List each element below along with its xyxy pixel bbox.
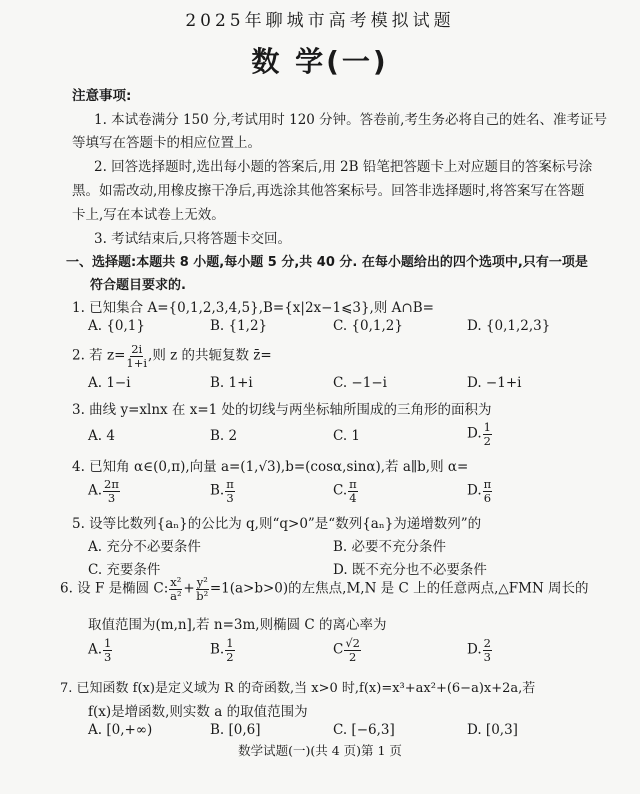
q4-c-label: C. <box>333 482 348 499</box>
q4-option-d <box>467 478 493 504</box>
section-1-heading-line-2: 符合题目要求的. <box>90 278 186 293</box>
q4-b-den: 3 <box>226 490 234 505</box>
q1-option-d: D. {0,1,2,3} <box>467 318 551 334</box>
q4-a-label: A. <box>88 482 103 499</box>
q2-frac-den: 1+i <box>126 355 148 370</box>
question-5-stem: 5. 设等比数列{aₙ}的公比为 q,则“q>0”是“数列{aₙ}为递增数列”的 <box>72 516 482 532</box>
q6-d-num: 2 <box>483 636 491 650</box>
q4-d-num: π <box>483 477 492 491</box>
q3-option-a: A. 4 <box>88 428 115 444</box>
note-3: 3. 考试结束后,只将答题卡交回。 <box>94 231 291 247</box>
q4-d-fraction <box>483 478 493 504</box>
q4-a-num: 2π <box>104 477 119 491</box>
q2-stem-post: ,则 z 的共轭复数 z̄= <box>148 347 272 364</box>
q6-d-label: D. <box>467 641 482 658</box>
q6-fraction-y <box>196 576 209 602</box>
q6-d-fraction <box>483 637 492 663</box>
exam-title: 2025年聊城市高考模拟试题 <box>185 11 455 31</box>
q1-option-a: A. {0,1} <box>88 318 145 334</box>
q4-option-b <box>210 478 236 504</box>
question-2-stem <box>72 343 272 369</box>
subject-title: 数 学(一) <box>251 45 389 78</box>
question-3-stem: 3. 曲线 y=xlnx 在 x=1 处的切线与两坐标轴所围成的三角形的面积为 <box>72 402 492 418</box>
q6-a-num: 1 <box>104 636 112 650</box>
q6-option-c <box>333 637 362 663</box>
note-2-line-2: 黑。如需改动,用橡皮擦干净后,再选涂其他答案标号。回答非选择题时,将答案写在答题 <box>72 183 585 199</box>
q2-option-b: B. 1+i <box>210 375 253 391</box>
q7-option-a: A. [0,+∞) <box>88 722 153 738</box>
note-1-line-1: 1. 本试卷满分 150 分,考试用时 120 分钟。答卷前,考生务必将自己的姓名、准考证号 <box>94 112 607 128</box>
q4-a-fraction <box>103 478 120 504</box>
q6-b-label: B. <box>210 641 225 658</box>
question-4-stem: 4. 已知角 α∈(0,π),向量 a=(1,√3),b=(cosα,sinα),若 a∥b,则 α= <box>72 459 469 475</box>
q3-d-den: 2 <box>483 433 491 448</box>
q4-b-label: B. <box>210 482 225 499</box>
notes-heading: 注意事项: <box>72 88 132 104</box>
q6-plus: + <box>183 580 195 597</box>
q6-c-label: C <box>333 641 344 658</box>
q6-f2-num: y² <box>196 575 208 589</box>
q6-stem-post: =1(a>b>0)的左焦点,M,N 是 C 上的任意两点,△FMN 周长的 <box>209 580 589 597</box>
q4-d-den: 6 <box>483 490 492 505</box>
q4-a-den: 3 <box>107 490 116 505</box>
q6-b-num: 1 <box>226 636 234 650</box>
q6-a-den: 3 <box>104 649 112 664</box>
q6-c-fraction <box>344 637 361 663</box>
q1-option-b: B. {1,2} <box>210 318 268 334</box>
q6-fraction-x <box>169 576 182 602</box>
q6-f1-den: a² <box>170 588 182 603</box>
q6-option-d <box>467 637 493 663</box>
question-7-stem-line-2: f(x)是增函数,则实数 a 的取值范围为 <box>88 704 308 720</box>
q3-option-d-label: D. <box>467 425 482 442</box>
q4-c-fraction <box>348 478 358 504</box>
q4-option-a <box>88 478 121 504</box>
q2-option-d: D. −1+i <box>467 375 522 391</box>
note-2-line-3: 卡上,写在本试卷上无效。 <box>72 207 225 223</box>
q6-a-fraction <box>103 637 112 663</box>
question-6-stem <box>60 576 589 602</box>
q3-option-b: B. 2 <box>210 428 238 444</box>
q3-option-d <box>467 421 493 447</box>
q4-b-fraction <box>225 478 235 504</box>
q7-option-b: B. [0,6] <box>210 722 261 738</box>
q2-option-c: C. −1−i <box>333 375 387 391</box>
q6-stem-pre: 6. 设 F 是椭圆 C: <box>60 580 169 597</box>
q2-option-a: A. 1−i <box>88 375 131 391</box>
q5-option-d: D. 既不充分也不必要条件 <box>333 562 487 578</box>
q3-option-d-fraction <box>483 421 492 447</box>
note-1-line-2: 等填写在答题卡的相应位置上。 <box>72 135 261 151</box>
q7-option-c: C. [−6,3] <box>333 722 395 738</box>
q3-d-num: 1 <box>483 420 491 434</box>
question-1-stem: 1. 已知集合 A={0,1,2,3,4,5},B={x|2x−1⩽3},则 A∩B= <box>72 300 434 316</box>
q6-c-num: √2 <box>345 636 360 650</box>
q4-d-label: D. <box>467 482 482 499</box>
q6-option-b <box>210 637 236 663</box>
q6-option-a <box>88 637 113 663</box>
q6-f1-num: x² <box>170 575 182 589</box>
note-2-line-1: 2. 回答选择题时,选出每小题的答案后,用 2B 铅笔把答题卡上对应题目的答案标号涂 <box>94 159 593 175</box>
q6-d-den: 3 <box>483 649 491 664</box>
q4-option-c <box>333 478 359 504</box>
q2-frac-num: 2i <box>131 342 143 356</box>
q5-option-b: B. 必要不充分条件 <box>333 539 447 555</box>
q5-option-a: A. 充分不必要条件 <box>88 539 201 555</box>
q6-c-den: 2 <box>349 649 357 664</box>
q1-option-c: C. {0,1,2} <box>333 318 403 334</box>
q6-b-den: 2 <box>226 649 234 664</box>
question-6-stem-line-2: 取值范围为(m,n],若 n=3m,则椭圆 C 的离心率为 <box>88 617 387 633</box>
q4-c-den: 4 <box>349 490 357 505</box>
q7-option-d: D. [0,3] <box>467 722 518 738</box>
q2-stem-pre: 2. 若 z= <box>72 347 126 364</box>
q3-option-c: C. 1 <box>333 428 361 444</box>
section-1-heading: 一、选择题:本题共 8 小题,每小题 5 分,共 40 分. 在每小题给出的四个选项中,只有一项是 <box>66 255 588 270</box>
q6-b-fraction <box>225 637 234 663</box>
q4-b-num: π <box>226 477 234 491</box>
q5-option-c: C. 充要条件 <box>88 562 161 578</box>
q4-c-num: π <box>349 477 357 491</box>
q2-fraction <box>126 343 147 369</box>
question-7-stem-line-1: 7. 已知函数 f(x)是定义域为 R 的奇函数,当 x>0 时,f(x)=x³+ax²+(6−a)x+2a,若 <box>60 681 536 696</box>
q6-a-label: A. <box>88 641 103 658</box>
q6-f2-den: b² <box>196 588 209 603</box>
page-footer: 数学试题(一)(共 4 页)第 1 页 <box>238 743 402 758</box>
